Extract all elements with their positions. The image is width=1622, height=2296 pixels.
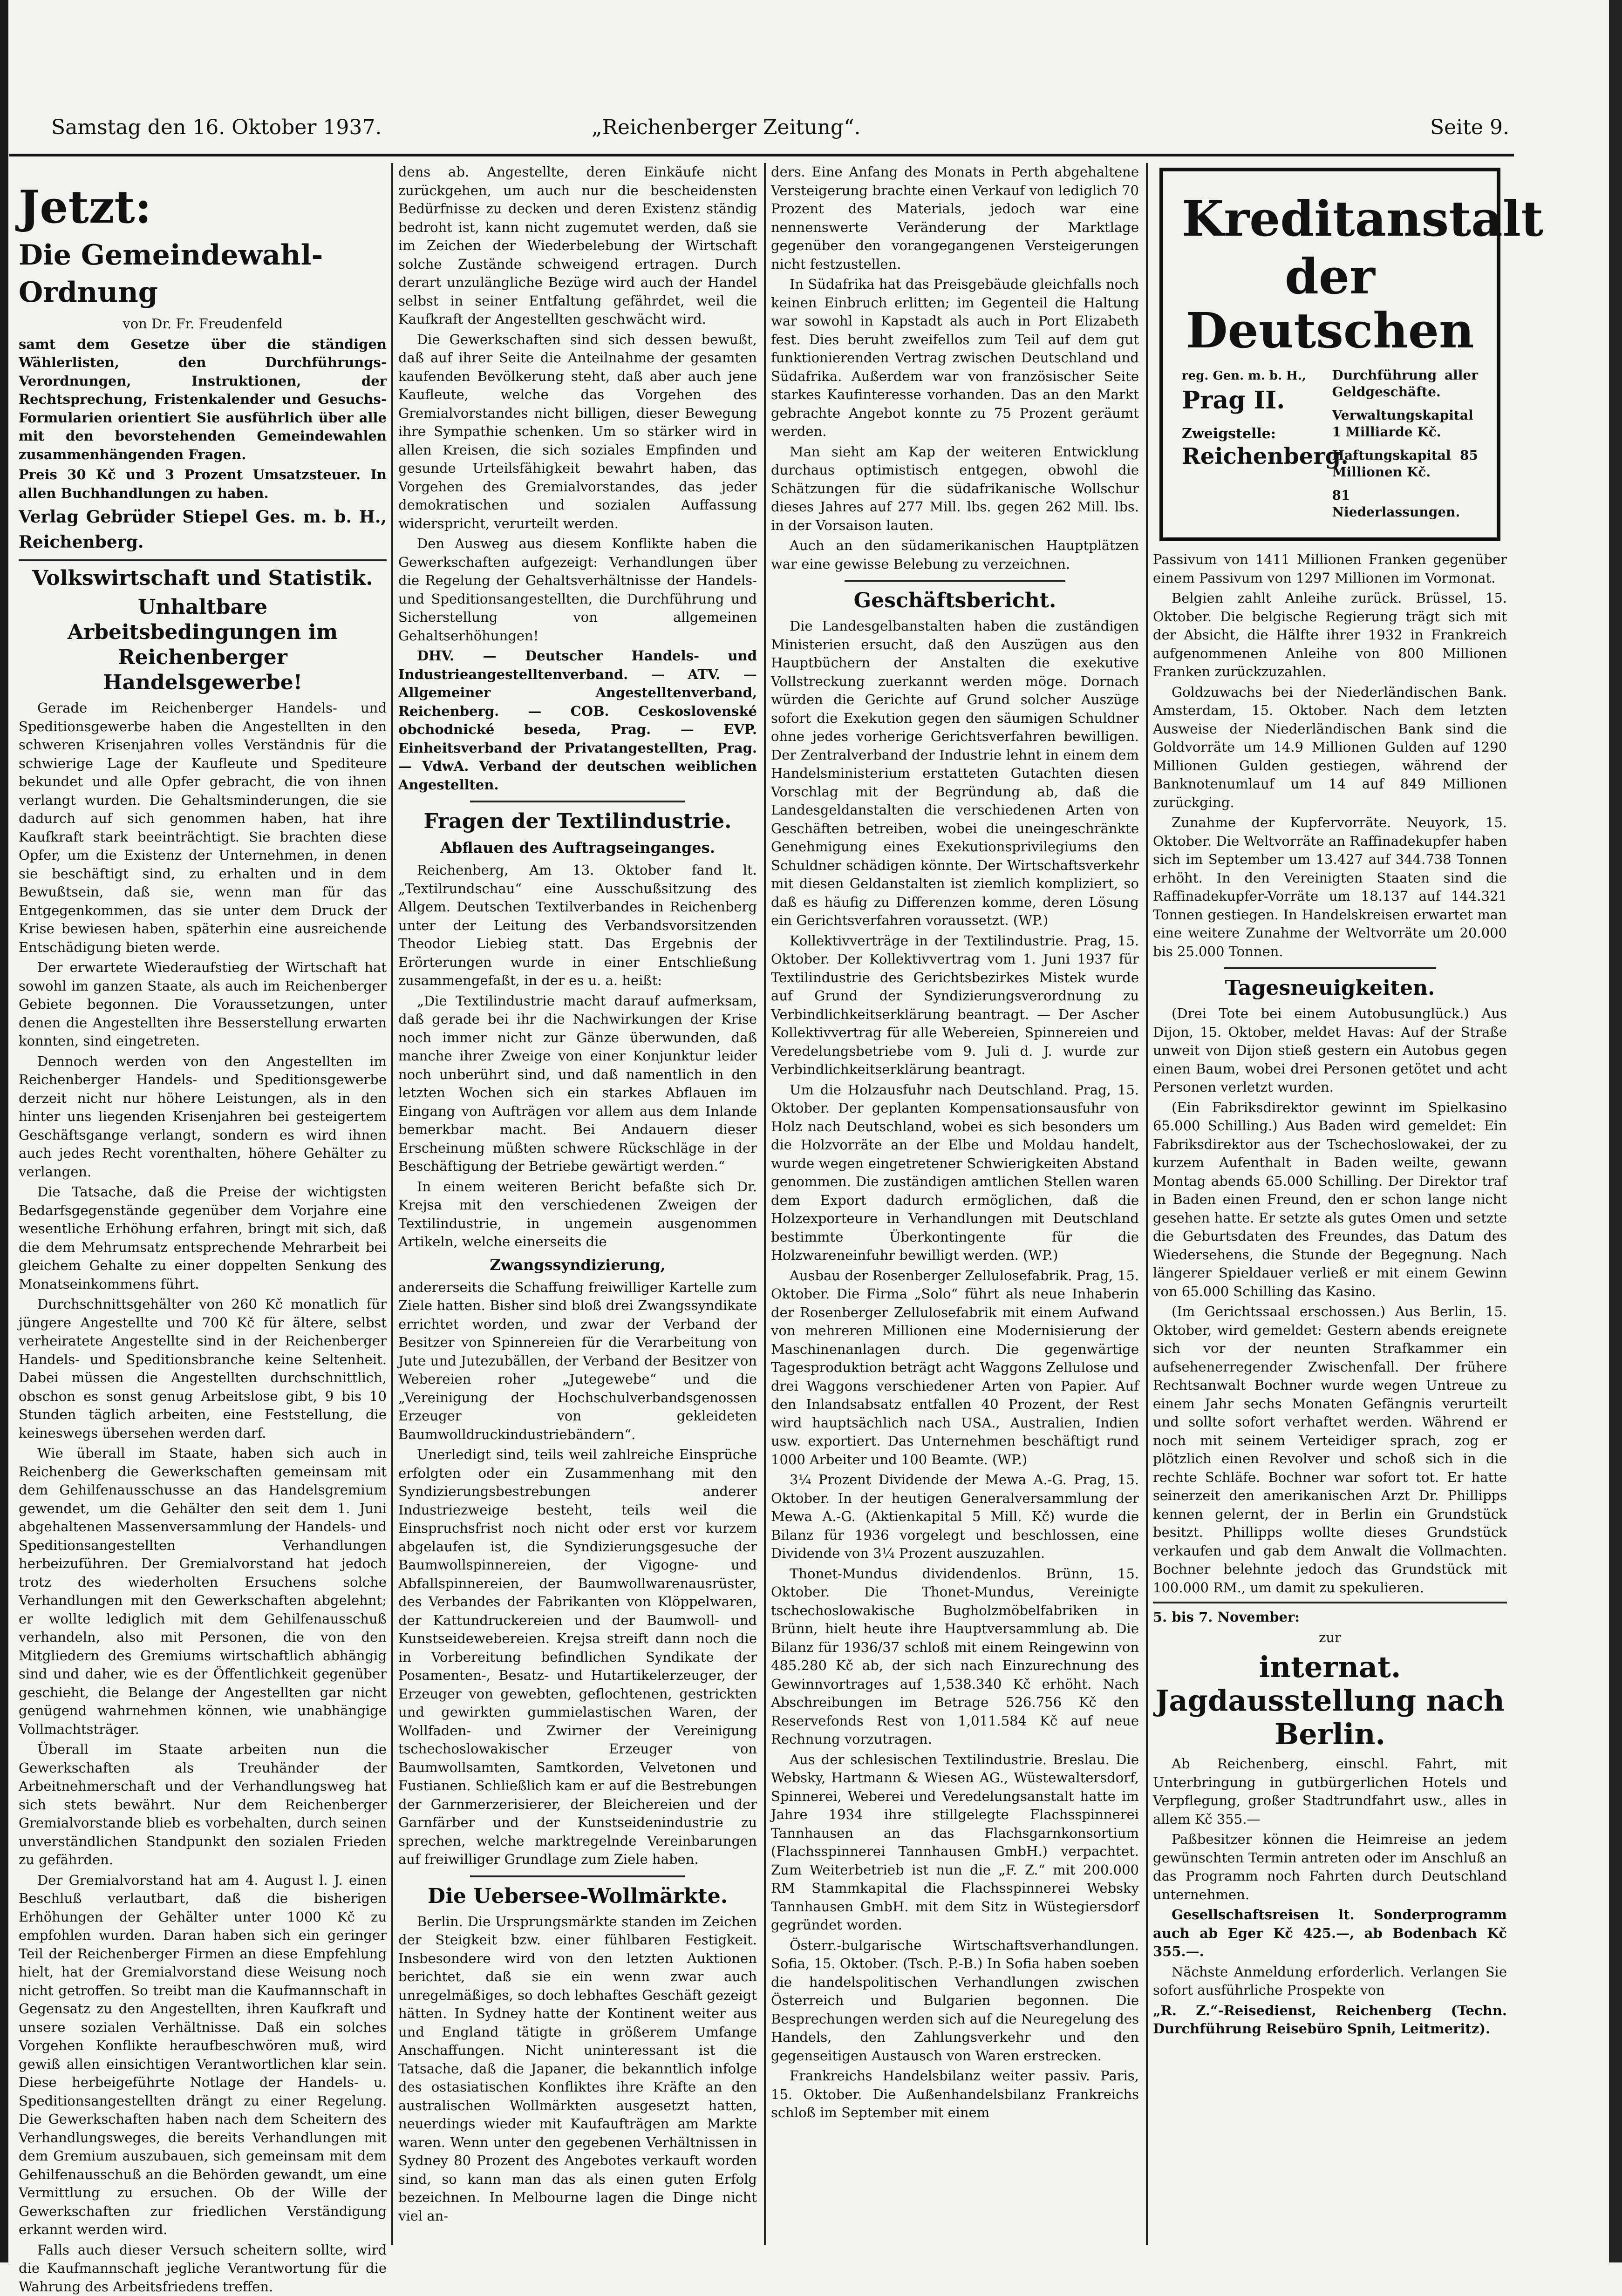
- news-item: (Drei Tote bei einem Autobusunglück.) Aus Dijon, 15. Oktober, meldet Havas: Auf der Straße unweit von Dijon stieß gestern ein Autobus gegen einen Baum, wobei drei Personen getötet und acht Personen verletzt wurden.: [1153, 1005, 1507, 1097]
- article-paragraph: Auch an den südamerikanischen Hauptplätzen war eine gewisse Belebung zu verzeichnen.: [771, 537, 1139, 573]
- article-paragraph: Durchschnittsgehälter von 260 Kč monatlich für jüngere Angestellte und 700 Kč für ältere, selbst verheiratete Angestellte sind in der Reichenberger Handels- und Speditionsbranche keine Seltenheit. Dabei müssen die Angestellten durchschnittlich, obschon es sonst genug Arbeitslose gibt, 9 bis 10 Stunden täglich arbeiten, eine Feststellung, die keineswegs übersehen werden darf.: [19, 1295, 387, 1442]
- ad-body: Paßbesitzer können die Heimreise an jedem gewünschten Termin antreten oder im Anschluß an das Programm noch Fahrten durch Deutschland unternehmen.: [1153, 1830, 1507, 1904]
- travel-advertisement: [1153, 1608, 1507, 2038]
- ad-body: samt dem Gesetze über die ständigen Wählerlisten, den Durchführungs-Verordnungen, Instruktionen, der Rechtsprechung, Fristenkalender und Gesuchs-Formularien orientiert Sie ausführlich über alle mit den bevorstehenden Gemeindewahlen zusammenhängenden Fragen.: [19, 335, 387, 464]
- article-paragraph: Unerledigt sind, teils weil zahlreiche Einsprüche erfolgten oder ein Zusammenhang mit den Syndizierungsbestrebungen anderer Industriezweige besteht, teils weil die Einspruchsfrist noch nicht oder erst vor kurzem abgelaufen ist, die Syndizierungsgesuche der Baumwollspinnereien, der Vigogne- und Abfallspinnereien, der Baumwollwarenausrüster, des Verbandes der Fabrikanten von Klöppelwaren, der Kattundruckereien und der Baumwoll- und Kunstseidewebereien. Krejsa streift dann noch die in Vorbereitung befindlichen Syndikate der Posamenten-, Besatz- und Hutartikelerzeuger, der Erzeuger von gewebten, geflochtenen, gestrickten und gewirkten gummielastischen Waren, der Wollfaden- und Zwirner der Vereinigung tschechoslowakischer Erzeuger von Baumwollsamten, Samtkorden, Velvetonen und Fustianen. Schließlich kam er auf die Bestrebungen der Garnmerzerisierer, der Bleichereien und der Garnfärber und der Kunstseidenindustrie zu sprechen, welche marktregelnde Vereinbarungen auf freiwilliger Grundlage zum Ziele haben.: [398, 1446, 757, 1869]
- article-paragraph: Belgien zahlt Anleihe zurück. Brüssel, 15. Oktober. Die belgische Regierung trägt sich mit der Absicht, die Hälfte ihrer 1932 in Frankreich aufgenommenen Anleihe von 800 Millionen Franken zurückzuzahlen.: [1153, 589, 1507, 681]
- article-paragraph: Die Tatsache, daß die Preise der wichtigsten Bedarfsgegenstände gegenüber dem Vorjahre eine wesentliche Erhöhung erfahren, bringt mit sich, daß die dem Mehrumsatz entsprechende Mehrarbeit bei gleichem Gehalte zu einer doppelten Senkung des Monatseinkommens führt.: [19, 1183, 387, 1293]
- article-paragraph: In einem weiteren Bericht befaßte sich Dr. Krejsa mit den verschiedenen Zweigen der Textilindustrie, in ungemein ausgenommen Artikeln, welche einerseits die: [398, 1178, 757, 1251]
- ad-price: Preis 30 Kč und 3 Prozent Umsatzsteuer. In allen Buchhandlungen zu haben.: [19, 466, 387, 503]
- article-paragraph: Goldzuwachs bei der Niederländischen Bank. Amsterdam, 15. Oktober. Nach dem letzten Ausweise der Niederländischen Bank sind die Goldvorräte um 14.9 Millionen Gulden auf 1290 Millionen Gulden gestiegen, während der Banknotenumlauf um 14 auf 849 Millionen zurückging.: [1153, 683, 1507, 812]
- column-2: [398, 163, 757, 2245]
- business-item: 3¼ Prozent Dividende der Mewa A.-G. Prag, 15. Oktober. In der heutigen Generalversammlung der Mewa A.-G. (Aktienkapital 5 Mill. Kč) wurde die Bilanz für 1936 vorgelegt und beschlossen, eine Dividende von 3¼ Prozent auszuzahlen.: [771, 1471, 1139, 1563]
- article-paragraph: Dennoch werden von den Angestellten im Reichenberger Handels- und Speditionsgewerbe derzeit nicht nur höhere Leistungen, als in den hinter uns liegenden Krisenjahren bei gesteigertem Geschäftsgange verlangt, sondern es wird ihnen auch jedes Recht vorenthalten, höhere Gehälter zu verlangen.: [19, 1053, 387, 1182]
- ad-dates: 5. bis 7. November:: [1153, 1608, 1507, 1627]
- divider: [845, 580, 1065, 582]
- article-paragraph: In Südafrika hat das Preisgebäude gleichfalls noch keinen Einbruch erlitten; im Gegenteil die Haltung war sowohl in Kapstadt als auch in Port Elizabeth fest. Dies beruht zweifellos zum Teil auf dem gut funktionierenden Vertrag zwischen Deutschland und Südafrika. Außerdem war von französischer Seite starkes Kaufinteresse vorhanden. Das an den Markt gebrachte Angebot konnte zu 75 Prozent geräumt werden.: [771, 275, 1139, 441]
- article-paragraph: Man sieht am Kap der weiteren Entwicklung durchaus optimistisch entgegen, obwohl die Schätzungen für die südafrikanische Wollschur dieses Jahres auf 277 Mill. lbs. gegen 262 Mill. lbs. in der Vorsaison lauten.: [771, 443, 1139, 535]
- divider: [1153, 1602, 1507, 1603]
- bank-city: Prag II.: [1182, 386, 1318, 415]
- business-item: Kollektivverträge in der Textilindustrie. Prag, 15. Oktober. Der Kollektivvertrag vom 1. Juni 1937 für Textilindustrie des Gerichtsbezirkes Mistek wurde auf Grund der Syndizierungsverordnung zu Verbindlichkeitserklärung beantragt. — Der Ascher Kollektivvertrag für alle Webereien, Spinnereien und Veredelungsbetriebe vom 9. Juli d. J. wurde zur Verbindlichkeitserklärung beantragt.: [771, 932, 1139, 1079]
- header-rule: [9, 154, 1514, 156]
- article-paragraph: ders. Eine Anfang des Monats in Perth abgehaltene Versteigerung brachte einen Verkauf von lediglich 70 Prozent des Materials, jedoch war eine nennenswerte Veränderung der Marktlage gegenüber den vorangegangenen Versteigerungen nicht festzustellen.: [771, 163, 1139, 273]
- header-date: Samstag den 16. Oktober 1937.: [51, 115, 382, 139]
- article-paragraph: andererseits die Schaffung freiwilliger Kartelle zum Ziele hatten. Bisher sind bloß drei Zwangssyndikate errichtet worden, und zwar der Verband der Besitzer von Spinnereien für die Verarbeitung von Jute und Jutezubällen, der Verband der Besitzer von Webereien roher „Jutegewebe“ und die „Vereinigung der Hochschulverbandsgenossen Erzeuger von gekleideten Baumwolldruckindustriebändern“.: [398, 1278, 757, 1444]
- ad-body: Gesellschaftsreisen lt. Sonderprogramm auch ab Eger Kč 425.—, ab Bodenbach Kč 355.—.: [1153, 1906, 1507, 1961]
- article-paragraph: dens ab. Angestellte, deren Einkäufe nicht zurückgehen, um auch nur die bescheidensten Bedürfnisse zu decken und deren Existenz ständig bedroht ist, kann nicht zugemutet werden, daß sie im Zeichen der Wiederbelebung der Wirtschaft solche Zustände schweigend ertragen. Durch derart unzulängliche Bezüge wird auch der Handel selbst in seiner Entfaltung gefährdet, weil die Kaufkraft der Angestellten geschwächt wird.: [398, 163, 757, 329]
- article-headline-wollmaerkte: Die Uebersee-Wollmärkte.: [398, 1884, 757, 1909]
- section-title-geschaeftsbericht: Geschäftsbericht.: [771, 588, 1139, 613]
- business-item: Aus der schlesischen Textilindustrie. Breslau. Die Websky, Hartmann & Wiesen AG., Wüstewaltersdorf, Spinnerei, Weberei und Veredelungsanstalt hatte im Jahre 1934 ihre stillgelegte Flachsspinnerei Tannhausen an das Flachsgarnkonsortium (Flachsspinnerei Tannhausen GmbH.) verpachtet. Zum Weiterbetrieb ist nun die „F. Z.“ mit 200.000 RM Stammkapital die Flachsspinnerei Websky Tannhausen GmbH. mit dem Sitz in Wüstegiersdorf gegründet worden.: [771, 1751, 1139, 1935]
- bank-liability: Haftungskapital 85 Millionen Kč.: [1332, 447, 1478, 481]
- article-headline-textilindustrie: Fragen der Textilindustrie.: [398, 809, 757, 834]
- divider: [470, 1875, 685, 1877]
- ad-title-wahlordnung: Die Gemeindewahl-Ordnung: [19, 237, 387, 311]
- business-item: Thonet-Mundus dividendenlos. Brünn, 15. Oktober. Die Thonet-Mundus, Vereinigte tschechoslowakische Bugholzmöbelfabriken in Brünn, hielt heute ihre Hauptversammlung ab. Die Bilanz für 1936/37 schloß mit einem Reingewinn von 485.280 Kč ab, der sich nach Einzurechnung des Gewinnvortrages auf 1,538.340 Kč erhöht. Nach Abschreibungen im Betrage 526.756 Kč den Reservefonds Rest von 1,011.584 Kč auf neue Rechnung vorzutragen.: [771, 1565, 1139, 1749]
- page-header: [19, 115, 1509, 148]
- ad-body: Ab Reichenberg, einschl. Fahrt, mit Unterbringung in gutbürgerlichen Hotels und Verpflegung, großer Stadtrundfahrt usw., alles in allem Kč 355.—: [1153, 1755, 1507, 1828]
- column-rule: [1146, 163, 1148, 2245]
- business-item: Frankreichs Handelsbilanz weiter passiv. Paris, 15. Oktober. Die Außenhandelsbilanz Frankreichs schloß im September mit einem: [771, 2067, 1139, 2122]
- article-paragraph: Wie überall im Staate, haben sich auch in Reichenberg die Gewerkschaften gemeinsam mit dem Gehilfenausschusse an das Handelsgremium gewendet, um die Gehälter den seit dem 1. Juni abgehaltenen Massenversammlung der Handels- und Speditionsangestellten Verhandlungen herbeizuführen. Der Gremialvorstand hat jedoch trotz des wiederholten Ersuchens solche Verhandlungen mit den Gewerkschaften abgelehnt; er wollte lediglich mit dem Gehilfenausschuß verhandeln, also mit Personen, die von den Mitgliedern des Gremiums wirtschaftlich abhängig sind und daher, wie es der Öffentlichkeit gegenüber geschieht, die Belange der Angestellten gar nicht genügend wahrnehmen können, wie unabhängige Vollmachtsträger.: [19, 1444, 387, 1739]
- ad-agency: „R. Z.“-Reisedienst, Reichenberg (Techn. Durchführung Reisebüro Spnih, Leitmeritz).: [1153, 2002, 1507, 2038]
- bank-advertisement: [1159, 168, 1500, 541]
- bank-name-line-2: der Deutschen: [1182, 250, 1478, 358]
- column-rule: [764, 163, 766, 2245]
- ad-title-jetzt: Jetzt:: [19, 182, 387, 233]
- business-item: Die Landesgelbanstalten haben die zuständigen Ministerien ersucht, daß den Auszügen aus den Hauptbüchern der Anstalten die exekutive Vollstreckung zuerkannt werden möge. Dornach würden die Gerichte auf Grund solcher Auszüge sofort die Exekution gegen den säumigen Schuldner ohne jedes vorherige Gerichtsverfahren bewilligen. Der Zentralverband der Industrie lehnt in einem dem Handelsministerium erstatteten Gutachten diesen Vorschlag mit der Begründung ab, daß die Landesgeldanstalten die verschiedenen Arten von Geschäften betreiben, wobei die uneingeschränkte Genehmigung eines Exekutionsprivilegiums den Schuldner schädigen könnte. Der Wirtschaftsverkehr mit diesen Geldanstalten ist ziemlich kompliziert, so daß es häufig zu Differenzen komme, deren Lösung ein Gerichtsverfahren voraussetzt. (WP.): [771, 617, 1139, 930]
- article-headline-arbeitsbedingungen: Unhaltbare Arbeitsbedingungen im Reichenberger Handelsgewerbe!: [19, 595, 387, 695]
- divider: [1224, 967, 1436, 969]
- article-subhead: Zwangssyndizierung,: [398, 1255, 757, 1275]
- ad-publisher: Verlag Gebrüder Stiepel Ges. m. b. H., Reichenberg.: [19, 504, 387, 555]
- article-paragraph: Reichenberg, Am 13. Oktober fand lt. „Textilrundschau“ eine Ausschußsitzung des Allgem. Deutschen Textilverbandes in Reichenberg unter der Leitung des Verbandsvorsitzenden Theodor Liebieg statt. Das Ergebnis der Erörterungen wurde in einer Entschließung zusammengefaßt, in der es u. a. heißt:: [398, 861, 757, 990]
- business-item: Österr.-bulgarische Wirtschaftsverhandlungen. Sofia, 15. Oktober. (Tsch. P.-B.) In Sofia haben soeben die handelspolitischen Verhandlungen zwischen Österreich und Bulgarien begonnen. Die Besprechungen werden sich auf die Neuregelung des Handels, den Zahlungsverkehr und den gegenseitigen Austausch von Waren erstrecken.: [771, 1936, 1139, 2065]
- bank-branches: 81 Niederlassungen.: [1332, 487, 1478, 521]
- column-1: [19, 163, 387, 2245]
- divider: [470, 801, 685, 802]
- article-paragraph: Überall im Staate arbeiten nun die Gewerkschaften als Treuhänder der Arbeitnehmerschaft und der Verhandlungsweg hat sich stets bewährt. Nur dem Reichenberger Gremialvorstande blieb es vorbehalten, durch seinen unverständlichen Standpunkt den sozialen Frieden zu gefährden.: [19, 1740, 387, 1869]
- business-item: Um die Holzausfuhr nach Deutschland. Prag, 15. Oktober. Der geplanten Kompensationsausfuhr von Holz nach Deutschland, wobei es sich besonders um die Holzvorräte an der Elbe und Moldau handelt, wurde wegen eingetretener Schwierigkeiten Abstand genommen. Die zuständigen amtlichen Stellen waren dem Export dadurch ermöglichen, daß die Holzexporteure in Verhandlungen mit Deutschland bestimmte Überkontingente für die Holzwareneinfuhr bewilligt werden. (WP.): [771, 1081, 1139, 1265]
- column-rule: [391, 163, 393, 2245]
- article-paragraph: Die Gewerkschaften sind sich dessen bewußt, daß auf ihrer Seite die Anteilnahme der gesamten kaufenden Bevölkerung steht, daß aber auch jene Kaufleute, welche das Vorgehen des Gremialvorstandes nicht billigen, dieser Bewegung ihre Sympathie schenken. Um so stärker wird in allen Kreisen, die sich soziales Empfinden und gesunde Urteilsfähigkeit bewahrt haben, das Vorgehen des Gremialvorstandes, das jeder demokratischen und sozialen Auffassung widerspricht, verurteilt werden.: [398, 331, 757, 533]
- bank-services: Durchführung aller Geldgeschäfte.: [1332, 367, 1478, 401]
- header-paper: „Reichenberger Zeitung“.: [592, 115, 861, 139]
- news-item: (Ein Fabriksdirektor gewinnt im Spielkasino 65.000 Schilling.) Aus Baden wird gemeldet: Ein Fabriksdirektor aus der Tschechoslowakei, der zu kurzem Aufenthalt in Baden weilte, gewann Montag abends 65.000 Schilling. Der Direktor traf in Baden einen Freund, den er schon lange nicht gesehen hatte. Er setzte als gutes Omen und setzte die Geburtsdaten des Freundes, das Datum des Wiedersehens, die Stunde der Begegnung. Nach längerer Spieldauer verließ er mit einem Gewinn von 65.000 Schilling das Kasino.: [1153, 1099, 1507, 1301]
- article-paragraph: Zunahme der Kupfervorräte. Neuyork, 15. Oktober. Die Weltvorräte an Raffinadekupfer haben sich im September um 13.427 auf 344.738 Tonnen erhöht. In den Vereinigten Staaten sind die Raffinadekupfer-Vorräte um 18.137 auf 144.321 Tonnen gestiegen. In Handelskreisen erwartet man eine weitere Zunahme der Weltvorräte um 20.000 bis 25.000 Tonnen.: [1153, 814, 1507, 961]
- section-divider: [19, 559, 387, 561]
- article-paragraph: Passivum von 1411 Millionen Franken gegenüber einem Passivum von 1297 Millionen im Vormonat.: [1153, 550, 1507, 587]
- ad-title-jagdausstellung: internat. Jagdausstellung nach Berlin.: [1153, 1651, 1507, 1751]
- bank-name: Kreditanstalt: [1182, 192, 1478, 246]
- header-page-number: Seite 9.: [1430, 115, 1509, 139]
- bank-registration: reg. Gen. m. b. H.,: [1182, 367, 1318, 386]
- article-paragraph: Den Ausweg aus diesem Konflikte haben die Gewerkschaften aufgezeigt: Verhandlungen über die Regelung der Gehaltsverhältnisse der Handels- und Speditionsangestellten, die Durchführung und Sicherstellung von allgemeinen Gehaltserhöhungen!: [398, 535, 757, 645]
- ad-body: Nächste Anmeldung erforderlich. Verlangen Sie sofort ausführliche Prospekte von: [1153, 1963, 1507, 2000]
- article-paragraph: Falls auch dieser Versuch scheitern sollte, wird die Kaufmannschaft jegliche Verantwortung für die Wahrung des Arbeitsfriedens treffen.: [19, 2241, 387, 2296]
- scan-edge-left: [0, 0, 8, 2262]
- column-4: [1153, 163, 1507, 2245]
- ad-zur: zur: [1153, 1629, 1507, 1647]
- article-subhead: Abflauen des Auftragseinganges.: [398, 838, 757, 857]
- ad-author: von Dr. Fr. Freudenfeld: [19, 315, 387, 333]
- article-paragraph: „Die Textilindustrie macht darauf aufmerksam, daß gerade bei ihr die Nachwirkungen der Krise noch immer nicht zur Gänze überwunden, daß manche ihrer Zweige von einer Konjunktur leider noch unberührt sind, und daß namentlich in den letzten Wochen sich ein starkes Abflauen im Eingang von Aufträgen vor allem aus dem Inlande bemerkbar macht. Bei Andauern dieser Erscheinung müßten schwere Rückschläge in der Beschäftigung der Betriebe gewärtigt werden.“: [398, 992, 757, 1176]
- bank-branch-city: Reichenberg.: [1182, 443, 1318, 470]
- article-paragraph: Gerade im Reichenberger Handels- und Speditionsgewerbe haben die Angestellten in den schweren Krisenjahren volles Verständnis für die schwierige Lage der Kaufleute und Spediteure bekundet und alle Opfer gebracht, die von ihnen verlangt wurden. Die Gehaltsminderungen, die sie dadurch auf sich genommen haben, hat ihre Kaufkraft stark beeinträchtigt. Sie brachten diese Opfer, um die Existenz der Unternehmen, in denen sie beschäftigt sind, zu erhalten und in dem Bewußtsein, daß sie, wenn man für das Entgegenkommen, das sie unter dem Druck der Krise bewiesen haben, späterhin eine ausreichende Entschädigung bieten werde.: [19, 699, 387, 957]
- business-item: Ausbau der Rosenberger Zellulosefabrik. Prag, 15. Oktober. Die Firma „Solo“ führt als neue Inhaberin der Rosenberger Zellulosefabrik mit einem Aufwand von mehreren Millionen eine Modernisierung der Maschinenanlagen durch. Die gegenwärtige Tagesproduktion beträgt acht Waggons Zellulose und drei Waggons verschiedener Arten von Papier. Auf den Inlandsabsatz entfallen 40 Prozent, der Rest wird hauptsächlich nach USA., Australien, Indien usw. exportiert. Das Unternehmen beschäftigt rund 1000 Arbeiter und 100 Beamte. (WP.): [771, 1267, 1139, 1469]
- news-item: (Im Gerichtssaal erschossen.) Aus Berlin, 15. Oktober, wird gemeldet: Gestern abends ereignete sich vor der neunten Strafkammer ein aufsehenerregender Zwischenfall. Der frühere Rechtsanwalt Bochner wurde wegen Untreue zu einem Jahr sechs Monaten Gefängnis verurteilt und sollte sofort verhaftet werden. Während er noch mit seinem Verteidiger sprach, zog er plötzlich einen Revolver und schoß sich in die rechte Schläfe. Bochner war sofort tot. Er hatte seinerzeit den amerikanischen Arzt Dr. Phillipps kennen gelernt, der in Berlin ein Grundstück besitzt. Phillipps wollte dieses Grundstück verkaufen und gab dem Anwalt die Vollmachten. Bochner belehnte jedoch das Grundstück mit 100.000 RM., um damit zu spekulieren.: [1153, 1303, 1507, 1597]
- article-paragraph: Der erwartete Wiederaufstieg der Wirtschaft hat sowohl im ganzen Staate, als auch im Reichenberger Gebiete begonnen. Die Voraussetzungen, unter denen die Angestellten ihre Besserstellung erwarten konnten, sind eingetreten.: [19, 958, 387, 1051]
- article-paragraph: Berlin. Die Ursprungsmärkte standen im Zeichen der Steigkeit bzw. einer fühlbaren Festigkeit. Insbesondere wird von den letzten Auktionen berichtet, daß sie ein wenn zwar auch unregelmäßiges, so doch lebhaftes Geschäft gezeigt hätten. In Sydney hatte der Kontinent weiter aus und England tätigte in größerem Umfange Anschaffungen. Nicht uninteressant ist die Tatsache, daß die Japaner, die bekanntlich infolge des ostasiatischen Konfliktes ihre Kräfte an den australischen Wollmärkten ausgesetzt hatten, neuerdings wieder mit Kaufaufträgen am Markte waren. Wenn unter den gegebenen Verhältnissen in Sydney 80 Prozent des Angebotes verkauft worden sind, so kann man das als einen guten Erfolg bezeichnen. In Melbourne lagen die Dinge nicht viel an-: [398, 1913, 757, 2226]
- section-title: Volkswirtschaft und Statistik.: [19, 566, 387, 591]
- signatories: DHV. — Deutscher Handels- und Industrieangestelltenverband. — ATV. — Allgemeiner Angestelltenverband, Reichenberg. — COB. Ceskoslovenské obchodnické beseda, Prag. — EVP. Einheitsverband der Privatangestellten, Prag. — VdwA. Verband der deutschen weiblichen Angestellten.: [398, 647, 757, 794]
- scan-edge-right: [1609, 0, 1622, 2262]
- section-title-tagesneuigkeiten: Tagesneuigkeiten.: [1153, 976, 1507, 1001]
- bank-branch-label: Zweigstelle:: [1182, 425, 1318, 443]
- bank-capital: Verwaltungskapital 1 Milliarde Kč.: [1332, 407, 1478, 441]
- column-3: [771, 163, 1139, 2245]
- article-paragraph: Der Gremialvorstand hat am 4. August l. J. einen Beschluß verlautbart, daß die bisherigen Erhöhungen der Gehälter unter 1000 Kč zu empfohlen wurden. Daran haben sich ein geringer Teil der Reichenberger Firmen an diese Empfehlung hielt, hat der Gremialvorstand diese Weisung noch nicht getroffen. So treibt man die Kaufmannschaft in Gegensatz zu den Angestellten, ihren Kaufkraft und unsere sozialen Verhältnisse. Daß ein solches Vorgehen Konflikte heraufbeschwören muß, wird gewiß allen einsichtigen Verantwortlichen klar sein. Diese herbeigeführte Notlage der Handels- u. Speditionsangestellten drängt zu einer Regelung. Die Gewerkschaften haben nach dem Scheitern des Verhandlungsweges, die bereits Verhandlungen mit dem Gremium auszubauen, sich gemeinsam mit dem Gehilfenausschuß an die Behörden gewandt, um eine Vermittlung zu ersuchen. Ob der Wille der Gewerkschaften zur friedlichen Verständigung erkannt werden wird.: [19, 1871, 387, 2239]
